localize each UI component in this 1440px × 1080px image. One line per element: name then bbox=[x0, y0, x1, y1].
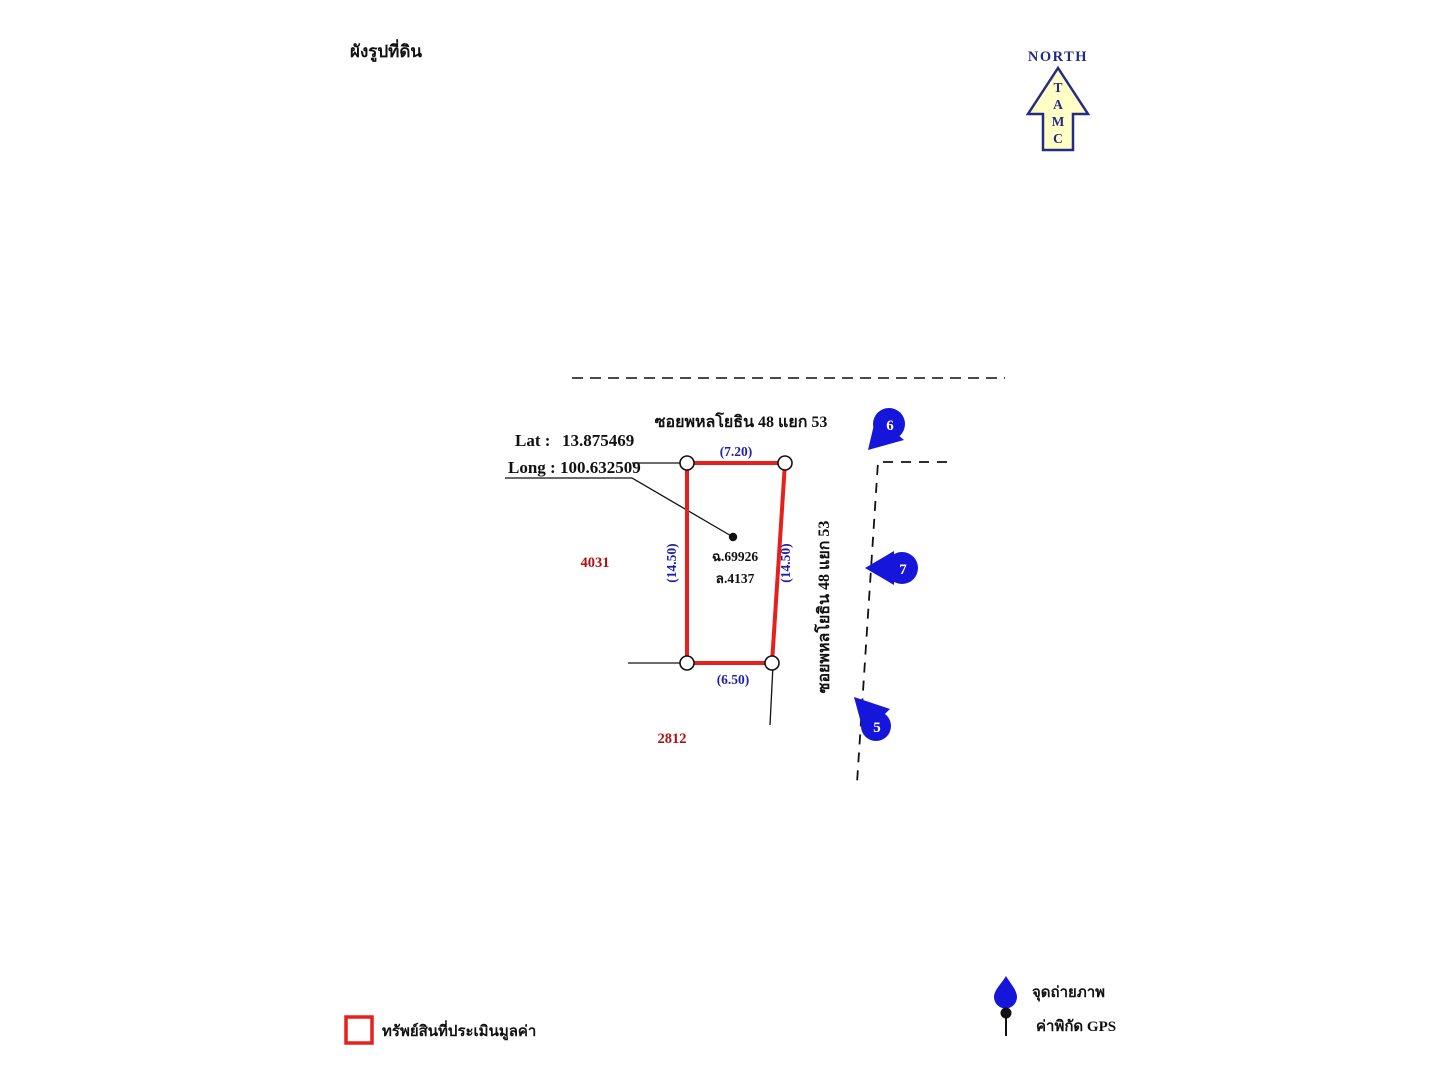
north-letter-a: A bbox=[1053, 97, 1063, 112]
legend-property-label: ทรัพย์สินที่ประเมินมูลค่า bbox=[382, 1024, 537, 1040]
legend-symbols bbox=[994, 976, 1116, 1036]
street-label-top: ซอยพหลโยธิน 48 แยก 53 bbox=[654, 414, 828, 431]
legend-gps-label: ค่าพิกัด GPS bbox=[1036, 1019, 1117, 1035]
photo-marker-7 bbox=[865, 551, 918, 585]
survey-number-line2: ล.4137 bbox=[715, 571, 755, 586]
gps-point-leader-line bbox=[505, 478, 733, 537]
north-letter-t: T bbox=[1053, 80, 1063, 95]
property-plot bbox=[664, 444, 793, 687]
dimension-right: (14.50) bbox=[778, 543, 793, 583]
dimension-left: (14.50) bbox=[664, 543, 679, 583]
gps-point-dot bbox=[729, 533, 737, 541]
photo-marker-5-number: 5 bbox=[873, 720, 881, 736]
long-value: 100.632509 bbox=[560, 458, 641, 477]
north-letter-m: M bbox=[1051, 114, 1065, 129]
legend-property-box-icon bbox=[346, 1017, 372, 1043]
north-letter-c: C bbox=[1053, 131, 1063, 146]
page-title: ผังรูปที่ดิน bbox=[350, 42, 423, 61]
photo-point-drop-icon bbox=[994, 976, 1017, 1009]
dimension-top: (7.20) bbox=[719, 444, 753, 459]
survey-number-line1: ฉ.69926 bbox=[711, 549, 759, 564]
north-arrow bbox=[1028, 49, 1088, 150]
photo-marker-7-number: 7 bbox=[899, 562, 907, 578]
gps-pin-icon bbox=[1001, 1008, 1012, 1037]
parcel-number-south: 2812 bbox=[657, 731, 687, 747]
lat-value: 13.875469 bbox=[562, 431, 635, 450]
legend-photo-point-label: จุดถ่ายภาพ bbox=[1032, 985, 1106, 1001]
lat-label: Lat : bbox=[515, 431, 551, 450]
plot-corner-bottom-right bbox=[765, 656, 779, 670]
legend-property bbox=[346, 1017, 536, 1043]
parcel-number-west: 4031 bbox=[580, 555, 610, 571]
north-label: NORTH bbox=[1027, 49, 1089, 65]
dimension-bottom: (6.50) bbox=[716, 672, 750, 687]
photo-marker-6 bbox=[868, 408, 905, 450]
photo-marker-6-number: 6 bbox=[886, 418, 894, 434]
gps-pin-head bbox=[1001, 1008, 1012, 1019]
long-label: Long : bbox=[508, 458, 556, 477]
gps-coordinates bbox=[508, 431, 641, 477]
street-label-side: ซอยพหลโยธิน 48 แยก 53 bbox=[816, 520, 833, 694]
plot-corner-bottom-left bbox=[680, 656, 694, 670]
boundary-extension-line-bottom bbox=[770, 665, 773, 725]
plot-corner-top-right bbox=[778, 456, 792, 470]
plot-corner-top-left bbox=[680, 456, 694, 470]
